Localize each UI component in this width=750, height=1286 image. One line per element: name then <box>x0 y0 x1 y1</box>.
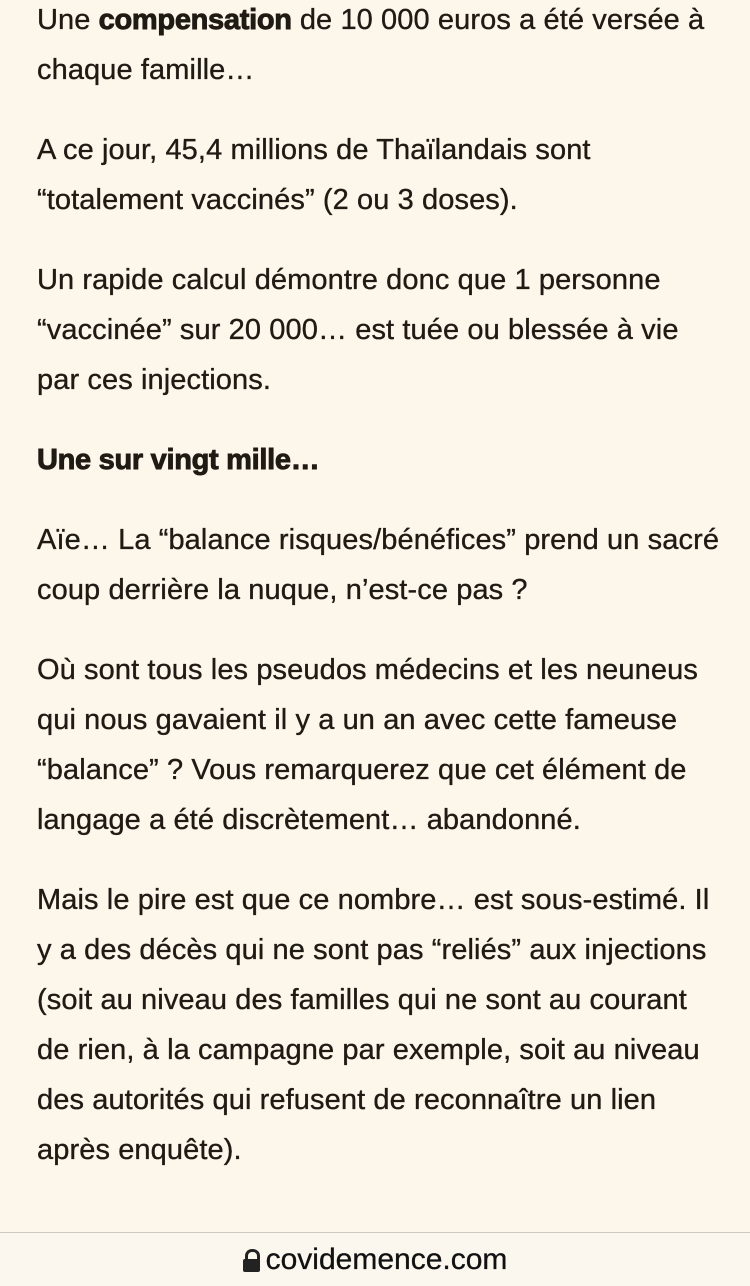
paragraph-6: Où sont tous les pseudos médecins et les neuneus qui nous gavaient il y a un an avec cette fameuse “balance” ? Vous remarquerez que cet élément de langage a été discrètement… abandonné. <box>37 654 698 836</box>
paragraph-4-emphasis: Une sur vingt mille… <box>37 444 320 476</box>
paragraph-1-start: Une <box>37 4 99 36</box>
paragraph-5: Aïe… La “balance risques/bénéfices” prend un sacré coup derrière la nuque, n’est-ce pas ? <box>37 524 720 606</box>
article-body <box>37 0 727 1205</box>
paragraph-3: Un rapide calcul démontre donc que 1 personne “vaccinée” sur 20 000… est tuée ou blessée à vie par ces injections. <box>37 264 679 396</box>
browser-url-bar[interactable] <box>0 1232 750 1286</box>
paragraph-1-bold-word: compensation <box>98 4 292 36</box>
paragraph-7: Mais le pire est que ce nombre… est sous-estimé. Il y a des décès qui ne sont pas “reliés” aux injections (soit au niveau des familles qui ne sont au courant de rien, à la campagne par exemple, soit au niveau des autorités qui refusent de reconnaître un lien après enquête). <box>37 884 710 1166</box>
paragraph-1-end: de 10 000 euros a été versée à chaque famille… <box>37 4 705 86</box>
lock-icon <box>243 1249 260 1273</box>
paragraph-2: A ce jour, 45,4 millions de Thaïlandais sont “totalement vaccinés” (2 ou 3 doses). <box>37 134 591 216</box>
paragraph-1 <box>37 0 727 95</box>
url-domain[interactable]: covidemence.com <box>265 1242 508 1276</box>
